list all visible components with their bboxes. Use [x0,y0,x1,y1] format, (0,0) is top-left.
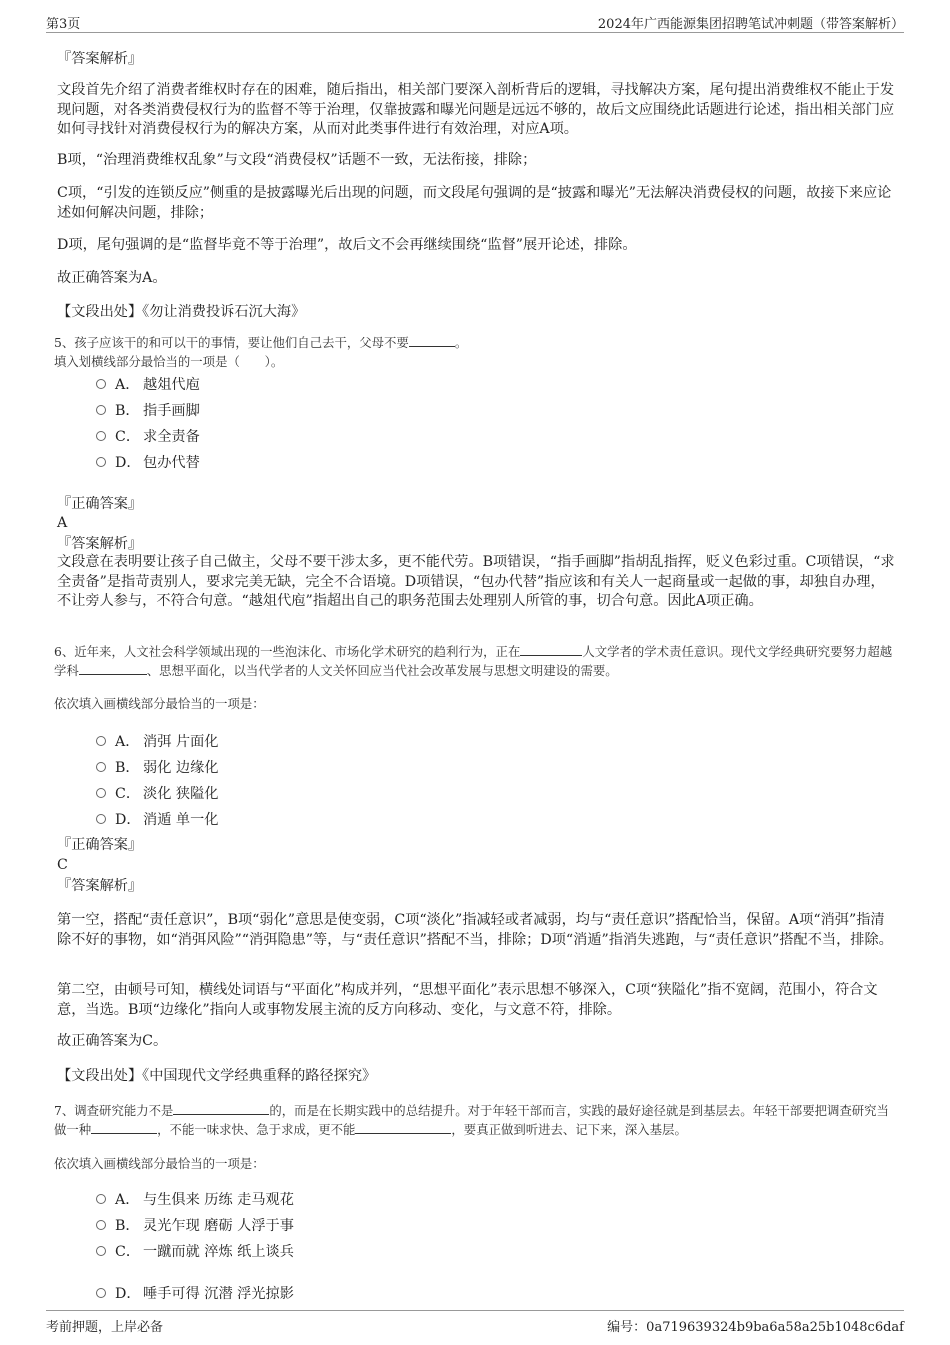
radio-icon[interactable] [96,762,106,772]
fill-blank [173,1101,269,1115]
page-number: 第3页 [46,17,81,32]
fill-blank [91,1120,157,1134]
radio-icon[interactable] [96,1288,106,1298]
analysis-paragraph: D项，尾句强调的是“监督毕竟不等于治理”，故后文不会再继续围绕“监督”展开论述，排除。 [57,237,637,253]
option-d[interactable]: D． 包办代替 [96,453,200,473]
option-c[interactable]: C． 求全责备 [96,427,200,447]
fill-blank [355,1120,451,1134]
option-b[interactable]: B． 灵光乍现 磨砺 人浮于事 [96,1216,294,1236]
correct-answer: A [57,515,68,531]
source-text: 【文段出处】《勿让消费投诉石沉大海》 [57,304,306,320]
radio-icon[interactable] [96,1194,106,1204]
radio-icon[interactable] [96,736,106,746]
option-d[interactable]: D． 唾手可得 沉潜 浮光掠影 [96,1284,294,1304]
radio-icon[interactable] [96,379,106,389]
fill-blank [520,642,582,656]
question-prompt: 依次填入画横线部分最恰当的一项是： [54,696,265,711]
radio-icon[interactable] [96,1220,106,1230]
answer-analysis-label: 『答案解析』 [57,536,143,552]
page-footer [46,1310,904,1335]
radio-icon[interactable] [96,457,106,467]
option-b[interactable]: B． 弱化 边缘化 [96,758,218,778]
answer-analysis-label: 『答案解析』 [57,51,143,67]
analysis-paragraph: C项，“引发的连锁反应”侧重的是披露曝光后出现的问题，而文段尾句强调的是“披露和曝光”无法解决消费侵权的问题，故接下来应论述如何解决问题，排除； [57,185,892,221]
radio-icon[interactable] [96,431,106,441]
question-stem: 6、近年来，人文社会科学领域出现的一些泡沫化、市场化学术研究的趋利行为，正在 人文学者的学术责任意识。现代文学经典研究要努力超越学科 、思想平面化，以当代学者的人文关怀回应当代社会改革发展与思想文明建设的需要。 [54,644,893,678]
radio-icon[interactable] [96,1246,106,1256]
analysis-paragraph: 文段首先介绍了消费者维权时存在的困难，随后指出，相关部门要深入剖析背后的逻辑，寻找解决方案，尾句提出消费维权不能止于发现问题，对各类消费侵权行为的监督不等于治理，仅靠披露和曝光问题是远远不够的，故后文应围绕此话题进行论述，指出相关部门应如何寻找针对消费侵权行为的解决方案，从而对此类事件进行有效治理，对应A项。 [57,82,895,137]
question-prompt: 依次填入画横线部分最恰当的一项是： [54,1156,265,1171]
analysis-paragraph: 第二空，由顿号可知，横线处词语与“平面化”构成并列，“思想平面化”表示思想不够深入，C项“狭隘化”指不宽阔，范围小，符合文意，当选。B项“边缘化”指向人或事物发展主流的反方向移动、变化，与文意不符，排除。 [57,982,878,1018]
option-a[interactable]: A． 消弭 片面化 [96,732,218,752]
radio-icon[interactable] [96,405,106,415]
conclusion-text: 故正确答案为C。 [57,1033,168,1049]
option-c[interactable]: C． 一蹴而就 淬炼 纸上谈兵 [96,1242,294,1262]
option-c[interactable]: C． 淡化 狭隘化 [96,784,218,804]
correct-answer-label: 『正确答案』 [57,837,143,853]
page-header [46,12,904,33]
analysis-paragraph: 文段意在表明要让孩子自己做主，父母不要干涉太多，更不能代劳。B项错误，“指手画脚”指胡乱指挥，贬义色彩过重。C项错误，“求全责备”是指苛责别人，要求完美无缺，完全不合语境。D项错误，“包办代替”指应该和有关人一起商量或一起做的事，却独自办理，不让旁人参与，不符合句意。“越俎代庖”指超出自己的职务范围去处理别人所管的事，切合句意。因此A项正确。 [57,554,895,609]
question-stem: 7、调查研究能力不是 的，而是在长期实践中的总结提升。对于年轻干部而言，实践的最好途径就是到基层去。年轻干部要把调查研究当做一种 ，不能一味求快、急于求成，更不能 ，要真正做到听进去、记下来，深入基层。 [54,1103,889,1137]
radio-icon[interactable] [96,788,106,798]
footer-slogan: 考前押题，上岸必备 [46,1320,164,1335]
conclusion-text: 故正确答案为A。 [57,270,167,286]
option-a[interactable]: A． 与生俱来 历练 走马观花 [96,1190,294,1210]
analysis-paragraph: B项，“治理消费维权乱象”与文段“消费侵权”话题不一致，无法衔接，排除； [57,152,537,168]
option-b[interactable]: B． 指手画脚 [96,401,200,421]
source-text: 【文段出处】《中国现代文学经典重释的路径探究》 [57,1068,377,1084]
question-prompt: 填入划横线部分最恰当的一项是（ ）。 [54,354,284,369]
document-title: 2024年广西能源集团招聘笔试冲刺题（带答案解析） [597,17,904,32]
analysis-paragraph: 第一空，搭配“责任意识”，B项“弱化”意思是使变弱，C项“淡化”指减轻或者减弱，均与“责任意识”搭配恰当，保留。A项“消弭”指清除不好的事物，如“消弭风险”“消弭隐患”等，与“责任意识”搭配不当，排除；D项“消遁”指消失逃跑，与“责任意识”搭配不当，排除。 [57,912,893,948]
option-a[interactable]: A． 越俎代庖 [96,375,200,395]
answer-analysis-label: 『答案解析』 [57,878,143,894]
fill-blank [79,661,147,675]
document-code: 编号：0a719639324b9ba6a58a25b1048c6daf [607,1320,904,1335]
correct-answer: C [57,857,68,873]
option-d[interactable]: D． 消遁 单一化 [96,810,218,830]
radio-icon[interactable] [96,814,106,824]
correct-answer-label: 『正确答案』 [57,496,143,512]
question-stem: 5、孩子应该干的和可以干的事情，要让他们自己去干，父母不要 。 [54,335,468,350]
fill-blank [409,333,455,347]
